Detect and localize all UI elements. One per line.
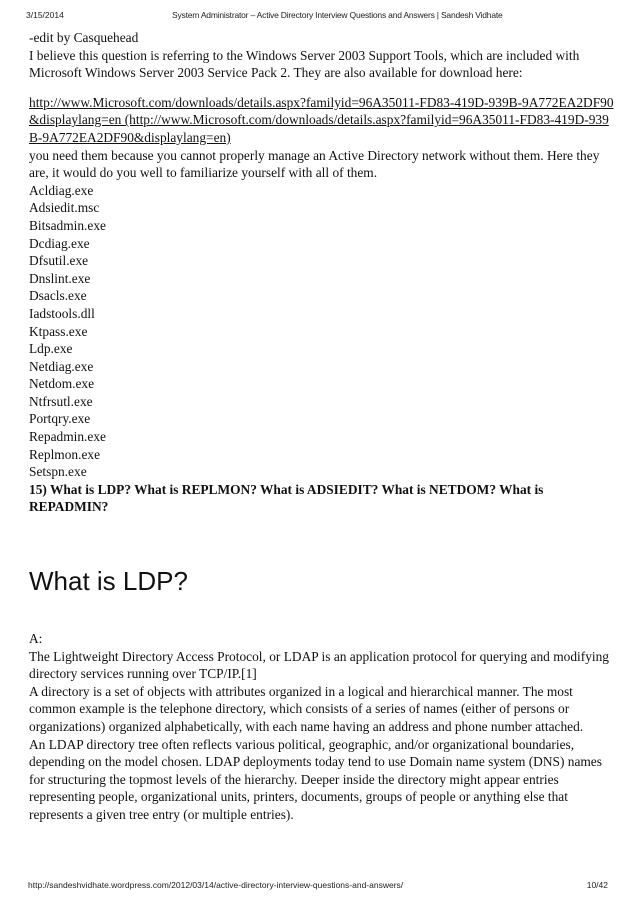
list-item: Repadmin.exe [29, 429, 106, 445]
question-15: 15) What is LDP? What is REPLMON? What is ADSIEDIT? What is NETDOM? What is REPADMIN? [29, 481, 544, 515]
list-item: Setspn.exe [29, 464, 87, 480]
edit-note: -edit by Casquehead [29, 30, 139, 45]
list-item: Replmon.exe [29, 446, 101, 462]
document-body [29, 29, 614, 824]
page-header [26, 10, 608, 22]
list-item: Ktpass.exe [29, 323, 88, 339]
page-number: 10/42 [586, 880, 608, 890]
answer-label: A: [29, 631, 43, 647]
section-heading: What is LDP? [29, 566, 188, 597]
list-item: Dsacls.exe [29, 288, 87, 304]
list-item: Acldiag.exe [29, 182, 94, 198]
download-link[interactable]: http://www.Microsoft.com/downloads/details.aspx?familyid=96A35011-FD83-419D-939B-9A772EA2DF90&displaylang=en (http://www.Microsoft.com/downloads/details.aspx?familyid=96A35011-FD83-419D-939B-9A772EA2DF90&displaylang=en) [29, 94, 614, 145]
list-item: Ldp.exe [29, 341, 73, 357]
list-item: Ntfrsutl.exe [29, 393, 93, 409]
list-item: Portqry.exe [29, 411, 91, 427]
answer-paragraph-2: A directory is a set of objects with attributes organized in a logical and hierarchical manner. The most common example is the telephone directory, which consists of a series of names (either of persons or organizations) organized alphabetically, with each name having an address and phone number attached. [29, 683, 584, 734]
answer-paragraph-3: An LDAP directory tree often reflects various political, geographic, and/or organizational boundaries, depending on the model chosen. LDAP deployments today tend to use Domain name system (DNS) names for structuring the topmost levels of the hierarchy. Deeper inside the directory might appear entries representing people, organizational units, printers, documents, groups of people or anything else that represents a given tree entry (or multiple entries). [29, 736, 602, 822]
footer-url: http://sandeshvidhate.wordpress.com/2012/03/14/active-directory-interview-questions-and-answers/ [28, 880, 404, 890]
list-item: Netdom.exe [29, 376, 95, 392]
print-date: 3/15/2014 [26, 10, 64, 20]
list-item: Iadstools.dll [29, 305, 95, 321]
answer-block [29, 630, 614, 824]
list-item: Dcdiag.exe [29, 235, 90, 251]
page-footer [28, 880, 608, 892]
answer-paragraph-1: The Lightweight Directory Access Protocol, or LDAP is an application protocol for querying and modifying directory services running over TCP/IP.[1] [29, 648, 610, 682]
tools-list [29, 182, 614, 481]
page-header-title: System Administrator – Active Directory Interview Questions and Answers | Sandesh Vidhate [172, 10, 503, 20]
list-item: Dfsutil.exe [29, 253, 89, 269]
list-item: Bitsadmin.exe [29, 217, 106, 233]
list-item: Adsiedit.msc [29, 200, 100, 216]
intro-paragraph: I believe this question is referring to the Windows Server 2003 Support Tools, which are included with Microsoft Windows Server 2003 Service Pack 2. They are also available for download here: [29, 47, 580, 81]
need-them-paragraph: you need them because you cannot properly manage an Active Directory network without them. Here they are, it would do you well to familiarize yourself with all of them. [29, 147, 600, 181]
list-item: Netdiag.exe [29, 358, 94, 374]
list-item: Dnslint.exe [29, 270, 91, 286]
intro-block [29, 29, 614, 82]
